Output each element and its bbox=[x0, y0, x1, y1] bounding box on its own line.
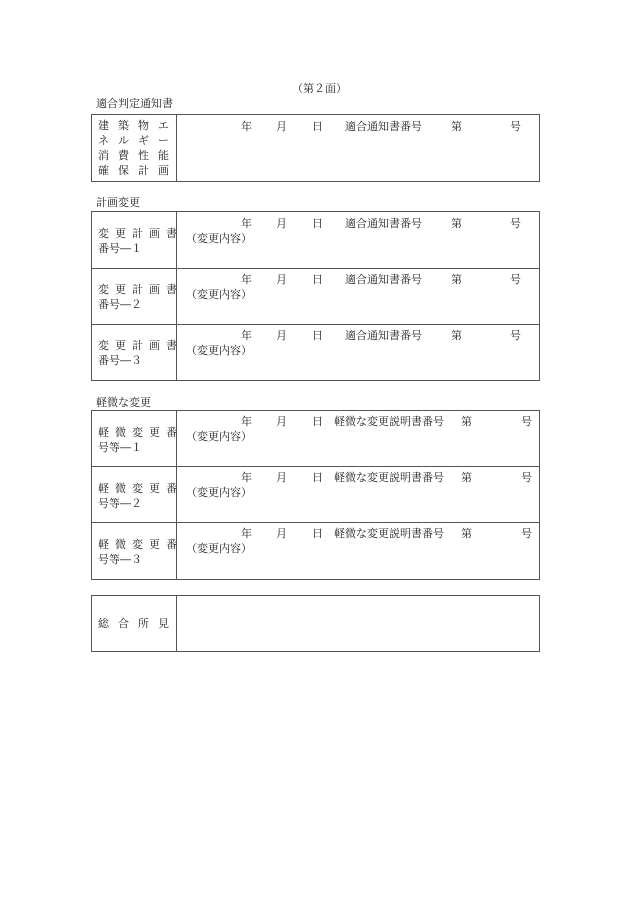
month-label: 月 bbox=[276, 273, 287, 286]
row-label-line2: 号等―２ bbox=[98, 497, 142, 510]
number-label: 軽微な変更説明書番号 bbox=[334, 527, 444, 540]
row-label-line1: 変更計画書 bbox=[98, 339, 183, 352]
row-divider bbox=[91, 522, 540, 523]
conformity-label-line: ネルギー bbox=[98, 134, 178, 147]
number-label: 軽微な変更説明書番号 bbox=[334, 415, 444, 428]
row-label-line2: 番号―３ bbox=[98, 354, 142, 367]
year-label: 年 bbox=[241, 415, 252, 428]
overall-label: 総合所見 bbox=[98, 617, 178, 630]
minor-change-heading: 軽微な変更 bbox=[96, 396, 151, 409]
page-label: （第２面） bbox=[292, 82, 347, 95]
row-label-line2: 号等―３ bbox=[98, 553, 142, 566]
number-label: 適合通知書番号 bbox=[345, 329, 422, 342]
change-content-label: （変更内容） bbox=[186, 542, 252, 555]
row-label-line2: 番号―２ bbox=[98, 298, 142, 311]
change-content-label: （変更内容） bbox=[186, 430, 252, 443]
conformity-label-line: 確保計画 bbox=[98, 164, 178, 177]
day-label: 日 bbox=[312, 329, 323, 342]
month-label: 月 bbox=[276, 471, 287, 484]
year-label: 年 bbox=[241, 329, 252, 342]
conformity-heading: 適合判定通知書 bbox=[96, 97, 173, 110]
go-label: 号 bbox=[510, 329, 521, 342]
go-label: 号 bbox=[521, 415, 532, 428]
go-label: 号 bbox=[510, 217, 521, 230]
day-label: 日 bbox=[312, 217, 323, 230]
row-divider bbox=[91, 324, 540, 325]
number-label: 適合通知書番号 bbox=[345, 217, 422, 230]
dai-label: 第 bbox=[451, 329, 462, 342]
year-label: 年 bbox=[241, 471, 252, 484]
row-label-line2: 番号―１ bbox=[98, 242, 142, 255]
change-content-label: （変更内容） bbox=[186, 232, 252, 245]
year-label: 年 bbox=[241, 120, 252, 133]
dai-label: 第 bbox=[451, 120, 462, 133]
plan-change-heading: 計画変更 bbox=[96, 196, 140, 209]
conformity-label-line: 消費性能 bbox=[98, 149, 178, 162]
row-label-line1: 変更計画書 bbox=[98, 283, 183, 296]
overall-findings-field[interactable] bbox=[186, 600, 534, 647]
year-label: 年 bbox=[241, 217, 252, 230]
go-label: 号 bbox=[510, 120, 521, 133]
day-label: 日 bbox=[312, 273, 323, 286]
month-label: 月 bbox=[276, 217, 287, 230]
go-label: 号 bbox=[521, 471, 532, 484]
month-label: 月 bbox=[276, 415, 287, 428]
number-label: 適合通知書番号 bbox=[345, 120, 422, 133]
month-label: 月 bbox=[276, 120, 287, 133]
row-label-line1: 軽微変更番 bbox=[98, 426, 183, 439]
dai-label: 第 bbox=[451, 217, 462, 230]
year-label: 年 bbox=[241, 527, 252, 540]
go-label: 号 bbox=[510, 273, 521, 286]
dai-label: 第 bbox=[461, 527, 472, 540]
number-label: 軽微な変更説明書番号 bbox=[334, 471, 444, 484]
dai-label: 第 bbox=[461, 471, 472, 484]
day-label: 日 bbox=[312, 471, 323, 484]
row-divider bbox=[91, 268, 540, 269]
day-label: 日 bbox=[312, 120, 323, 133]
month-label: 月 bbox=[276, 527, 287, 540]
row-label-line1: 軽微変更番 bbox=[98, 482, 183, 495]
day-label: 日 bbox=[312, 415, 323, 428]
month-label: 月 bbox=[276, 329, 287, 342]
row-label-line2: 号等―１ bbox=[98, 441, 142, 454]
day-label: 日 bbox=[312, 527, 323, 540]
row-label-line1: 変更計画書 bbox=[98, 227, 183, 240]
dai-label: 第 bbox=[461, 415, 472, 428]
change-content-label: （変更内容） bbox=[186, 344, 252, 357]
row-label-line1: 軽微変更番 bbox=[98, 538, 183, 551]
row-divider bbox=[91, 466, 540, 467]
conformity-label-line: 建築物エ bbox=[98, 119, 178, 132]
number-label: 適合通知書番号 bbox=[345, 273, 422, 286]
change-content-label: （変更内容） bbox=[186, 288, 252, 301]
dai-label: 第 bbox=[451, 273, 462, 286]
go-label: 号 bbox=[521, 527, 532, 540]
change-content-label: （変更内容） bbox=[186, 486, 252, 499]
year-label: 年 bbox=[241, 273, 252, 286]
